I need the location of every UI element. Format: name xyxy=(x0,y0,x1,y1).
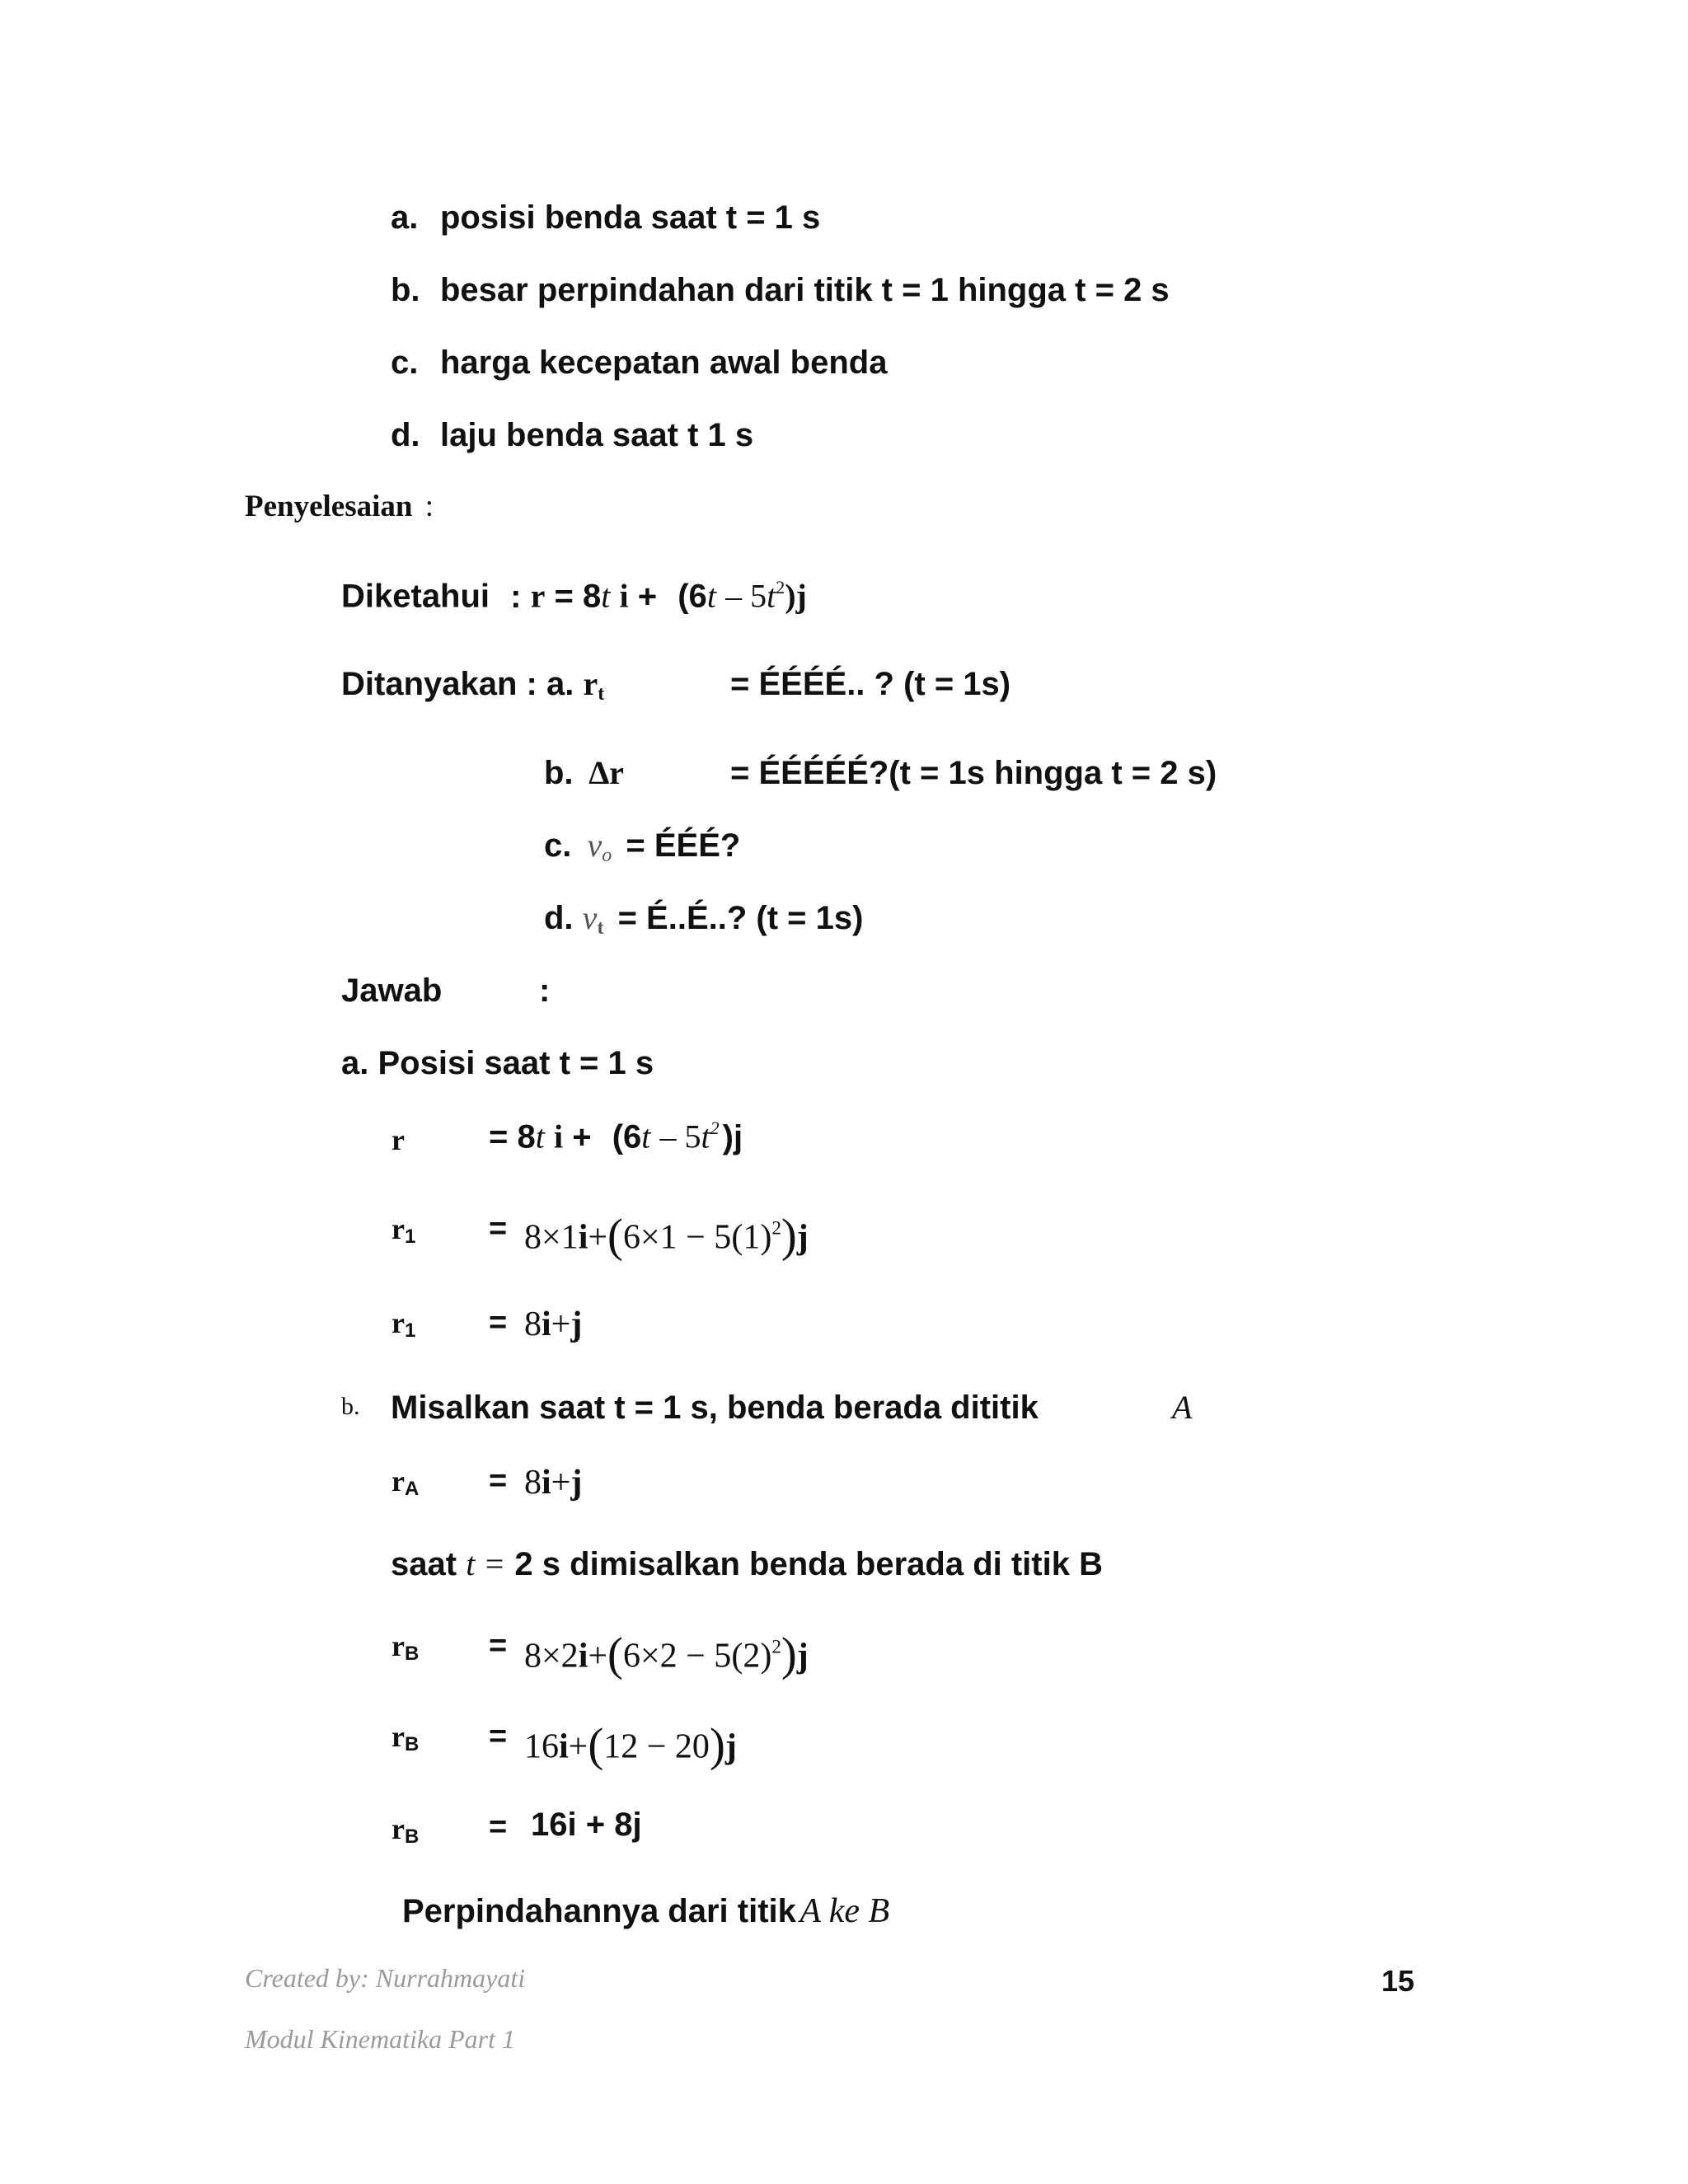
asked-b-value: = ÉÉÉÉÉ?(t = 1s hingga t = 2 s) xyxy=(730,755,1217,791)
part-a-l2-a: 8×1 xyxy=(524,1218,579,1257)
paren-small-close: ) xyxy=(760,1218,772,1257)
part-b-saat-line xyxy=(391,1545,1103,1582)
asked-c-sub: o xyxy=(602,845,612,866)
question-text: laju benda saat t 1 s xyxy=(440,417,754,453)
known-exp: 2 xyxy=(776,577,785,598)
part-a-l1-exp: 2 xyxy=(710,1118,720,1138)
part-b-ra-j: j xyxy=(570,1464,583,1502)
part-b-rb1-label xyxy=(392,1629,419,1666)
part-b-ra-a: 8 xyxy=(524,1464,542,1502)
part-a-l2-inner: 6×1 − 5 xyxy=(622,1218,732,1257)
part-b-saat-post: 2 s dimisalkan benda berada di titik B xyxy=(514,1546,1103,1582)
paren-open: ( xyxy=(607,1210,623,1262)
part-b-ra-i: i xyxy=(542,1464,551,1502)
part-b-displacement-post: A ke B xyxy=(799,1892,890,1930)
question-letter: d. xyxy=(391,417,420,453)
known-line xyxy=(341,579,807,613)
question-letter: b. xyxy=(391,272,420,308)
part-a-l2-one: 1 xyxy=(743,1218,761,1257)
known-t3: t xyxy=(767,577,776,615)
part-a-r1b-label xyxy=(392,1305,415,1343)
part-b-rb2-sub: B xyxy=(404,1732,420,1755)
asked-d-letter: d. xyxy=(544,900,574,936)
part-b-point-a: A xyxy=(1172,1389,1193,1426)
asked-a-line xyxy=(341,665,1011,705)
asked-d-sub: t xyxy=(597,917,604,939)
paren-close: ) xyxy=(781,1210,797,1262)
footer-created: Created by: Nurrahmayati xyxy=(245,1963,526,1993)
answer-label: Jawab xyxy=(341,972,443,1009)
part-b-ra-expr xyxy=(524,1465,582,1500)
known-i: i xyxy=(619,577,629,615)
asked-d-value: = É..É..? (t = 1s) xyxy=(617,900,864,936)
asked-c-value: = ÉÉÉ? xyxy=(626,827,741,864)
question-text: besar perpindahan dari titik t = 1 hingga t = 2 s xyxy=(440,272,1170,308)
part-a-l2-exp: 2 xyxy=(771,1216,781,1239)
question-letter: a. xyxy=(391,199,419,236)
known-minus: – 5 xyxy=(725,577,767,615)
paren-open: ( xyxy=(607,1629,623,1680)
answer-line xyxy=(341,972,551,1009)
part-b-rb2-r: r xyxy=(392,1720,405,1753)
part-b-saat-t: t = xyxy=(466,1545,506,1582)
part-b-rb2-inner: 12 − 20 xyxy=(603,1727,710,1766)
part-b-rb1-inner: 6×2 − 5 xyxy=(622,1637,732,1675)
part-b-heading: Misalkan saat t = 1 s, benda berada dititik xyxy=(391,1390,1039,1426)
question-item xyxy=(391,199,821,236)
part-a-l3-j: j xyxy=(570,1305,583,1343)
part-b-ra-label xyxy=(392,1464,419,1501)
part-b-ra-eq: = xyxy=(489,1464,508,1498)
asked-c-v: v xyxy=(587,827,603,864)
part-b-rb2-expr xyxy=(524,1719,737,1771)
part-b-rb2-label xyxy=(392,1719,419,1756)
part-b-displacement-line xyxy=(402,1894,889,1929)
part-b-rb3-r: r xyxy=(392,1812,405,1845)
part-a-r-label: r xyxy=(392,1123,405,1156)
known-close: )j xyxy=(785,577,807,615)
asked-a-sub: t xyxy=(598,683,605,705)
part-a-r1b-sub: 1 xyxy=(404,1319,416,1342)
part-b-displacement-pre: Perpindahannya dari titik xyxy=(402,1893,796,1929)
part-a-r1b-eq: = xyxy=(489,1305,508,1340)
part-b-rb2-b: + xyxy=(568,1727,588,1766)
question-letter: c. xyxy=(391,344,419,381)
known-open: (6 xyxy=(678,578,707,615)
asked-b-sym: ∆r xyxy=(588,754,624,791)
question-item xyxy=(391,272,1170,308)
part-a-r-eq xyxy=(489,1119,743,1154)
known-colon: : xyxy=(510,578,522,615)
part-b-rb1-sub: B xyxy=(404,1642,420,1665)
asked-c-sym xyxy=(587,827,612,864)
part-a-r1-expr xyxy=(524,1210,809,1262)
part-a-l1-minus: – 5 xyxy=(659,1118,701,1155)
part-b-ra-b: + xyxy=(551,1464,571,1502)
known-t2: t xyxy=(706,577,716,615)
solution-heading-colon: : xyxy=(424,490,434,523)
asked-c-line xyxy=(544,829,740,865)
part-a-r1-eq: = xyxy=(489,1212,508,1246)
footer-module: Modul Kinematika Part 1 xyxy=(245,2024,515,2054)
part-b-rb1-exp: 2 xyxy=(771,1635,781,1657)
part-b-rb2-a: 16 xyxy=(524,1727,559,1766)
question-item xyxy=(391,344,888,381)
part-a-l3-a: 8 xyxy=(524,1305,542,1343)
known-t: t xyxy=(601,577,611,615)
paren-close: ) xyxy=(781,1629,797,1680)
part-b-rb2-i: i xyxy=(559,1727,569,1766)
part-a-l1-c1: 8 xyxy=(517,1118,536,1155)
part-b-ra-r: r xyxy=(392,1465,405,1497)
part-a-l2-b: + xyxy=(588,1218,608,1257)
part-a-eq: = xyxy=(489,1118,509,1155)
asked-d-line xyxy=(544,899,864,939)
known-eq: = xyxy=(554,578,574,615)
part-a-l1-t2: t xyxy=(641,1118,651,1155)
part-b-rb1-eq: = xyxy=(489,1629,508,1663)
part-b-rb2-j: j xyxy=(724,1727,737,1766)
asked-a-sym-r: r xyxy=(583,665,598,702)
part-b-rb1-r: r xyxy=(392,1629,405,1662)
part-a-l1-open: (6 xyxy=(612,1118,642,1155)
answer-colon: : xyxy=(539,972,551,1009)
part-a-r1b-r: r xyxy=(392,1306,405,1339)
known-c1: 8 xyxy=(583,578,602,615)
solution-heading xyxy=(245,491,434,522)
paren-open: ( xyxy=(588,1719,604,1771)
question-text: harga kecepatan awal benda xyxy=(440,344,888,381)
part-b-rb3-sub: B xyxy=(404,1825,420,1848)
part-a-r1b-expr xyxy=(524,1307,582,1342)
part-b-letter: b. xyxy=(341,1393,360,1420)
part-a-heading: a. Posisi saat t = 1 s xyxy=(341,1045,654,1081)
asked-d-v: v xyxy=(582,899,598,936)
part-b-rb1-a: 8×2 xyxy=(524,1637,579,1675)
part-a-r1-sub: 1 xyxy=(404,1225,416,1248)
part-b-heading-line xyxy=(341,1389,1193,1426)
part-b-rb2-eq: = xyxy=(489,1719,508,1754)
part-b-rb3-eq: = xyxy=(489,1810,508,1844)
asked-label: Ditanyakan : xyxy=(341,666,537,702)
asked-b-letter: b. xyxy=(544,755,574,791)
known-plus: + xyxy=(637,578,658,615)
part-b-rb1-j: j xyxy=(796,1637,809,1675)
part-a-l3-i: i xyxy=(542,1305,551,1343)
part-a-l2-i: i xyxy=(578,1218,588,1257)
asked-d-sym xyxy=(582,899,604,939)
part-b-rb3-label xyxy=(392,1811,419,1849)
known-label: Diketahui xyxy=(341,578,490,615)
part-b-rb1-two: 2 xyxy=(743,1637,761,1675)
part-a-r1-label xyxy=(392,1212,415,1249)
part-b-rb3-value: 16i + 8j xyxy=(531,1807,642,1843)
page-number: 15 xyxy=(1381,1964,1415,1998)
question-item xyxy=(391,417,754,453)
part-b-saat-pre: saat xyxy=(391,1546,457,1582)
part-a-l1-plus: + xyxy=(572,1118,592,1155)
part-a-l1-t: t xyxy=(535,1118,545,1155)
part-a-l3-b: + xyxy=(551,1305,571,1343)
paren-close: ) xyxy=(709,1719,725,1771)
part-a-l1-close: )j xyxy=(722,1118,743,1155)
part-b-rb1-expr xyxy=(524,1629,809,1680)
question-text: posisi benda saat t = 1 s xyxy=(440,199,821,236)
known-r: r xyxy=(530,577,546,615)
part-b-rb1-b: + xyxy=(588,1637,608,1675)
part-b-ra-sub: A xyxy=(404,1477,420,1500)
paren-small-open: ( xyxy=(731,1218,743,1257)
part-a-l2-j: j xyxy=(796,1218,809,1257)
paren-small-open: ( xyxy=(731,1637,743,1675)
asked-b-line xyxy=(544,754,1217,791)
asked-a-sym xyxy=(583,665,605,705)
solution-heading-text: Penyelesaian xyxy=(245,490,413,523)
asked-a-value: = ÉÉÉÉ.. ? (t = 1s) xyxy=(730,666,1011,702)
asked-a-letter: a. xyxy=(546,666,574,702)
paren-small-close: ) xyxy=(760,1637,772,1675)
part-b-rb1-i: i xyxy=(578,1637,588,1675)
part-a-l1-i: i xyxy=(553,1118,564,1155)
asked-c-letter: c. xyxy=(544,827,572,864)
part-a-l1-t3: t xyxy=(701,1118,710,1155)
part-a-r1-r: r xyxy=(392,1212,405,1245)
